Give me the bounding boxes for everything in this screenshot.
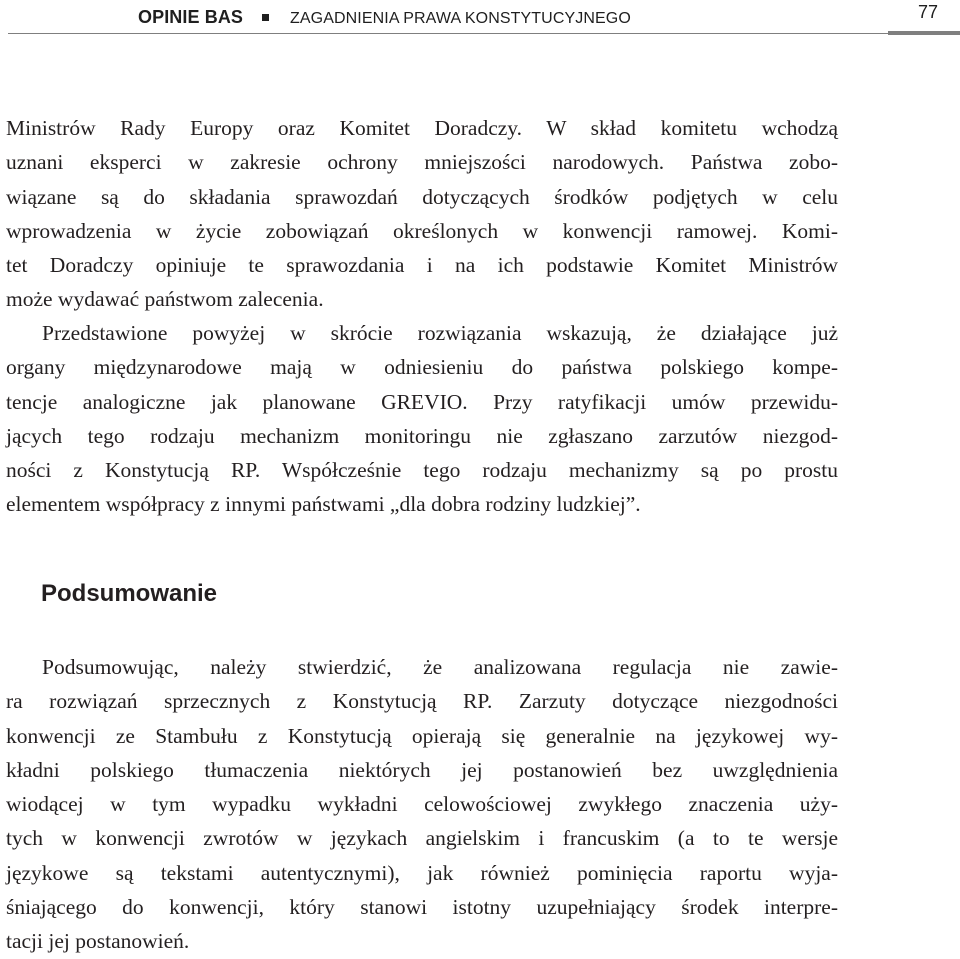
page-number: 77 (917, 2, 938, 22)
text-line: jących tego rodzaju mechanizm monitoringu nie zgłaszano zarzutów niezgod- (6, 423, 838, 448)
running-header (0, 0, 960, 40)
text-line: ności z Konstytucją RP. Współcześnie tego rodzaju mechanizmy są po prostu (6, 458, 838, 483)
text-line: ra rozwiązań sprzecznych z Konstytucją RP. Zarzuty dotyczące niezgodności (6, 689, 838, 714)
text-line: wprowadzenia w życie zobowiązań określonych w konwencji ramowej. Komi- (6, 218, 838, 243)
running-header-titles (138, 7, 631, 28)
paragraph-continued (6, 111, 838, 317)
text-line: Ministrów Rady Europy oraz Komitet Doradczy. W skład komitetu wchodzą (6, 116, 838, 140)
text-line: tych w konwencji zwrotów w językach angielskim i francuskim (a to te wersje (6, 826, 838, 851)
text-line: uznani eksperci w zakresie ochrony mniejszości narodowych. Państwa zobo- (6, 150, 838, 175)
paragraph-grevio (6, 316, 838, 522)
text-line: organy międzynarodowe mają w odniesieniu do państwa polskiego kompe- (6, 355, 838, 380)
text-line: kładni polskiego tłumaczenia niektórych jej postanowień bez uwzględnienia (6, 757, 838, 782)
series-subtitle: ZAGADNIENIA PRAWA KONSTYTUCYJNEGO (290, 10, 631, 27)
text-line: tencje analogiczne jak planowane GREVIO. Przy ratyfikacji umów przewidu- (6, 389, 838, 414)
text-line: konwencji ze Stambułu z Konstytucją opierają się generalnie na językowej wy- (6, 723, 838, 748)
header-rule (8, 33, 888, 34)
square-bullet-icon (262, 14, 269, 21)
section-heading: Podsumowanie (41, 580, 218, 607)
text-line: śniającego do konwencji, który stanowi istotny uzupełniający środek interpre- (6, 895, 838, 920)
journal-title: OPINIE BAS (138, 7, 244, 27)
text-line: wiązane są do składania sprawozdań dotyczących środków podjętych w celu (6, 184, 838, 209)
text-line: tet Doradczy opiniuje te sprawozdania i na ich podstawie Komitet Ministrów (6, 253, 838, 278)
header-rule-accent (888, 31, 960, 35)
text-line: może wydawać państwom zalecenia. (6, 287, 324, 312)
text-line: Podsumowując, należy stwierdzić, że analizowana regulacja nie zawie- (42, 655, 838, 679)
text-line: wiodącej w tym wypadku wykładni celowościowej zwykłego znaczenia uży- (6, 792, 838, 817)
paragraph-summary (6, 650, 838, 959)
text-line: językowe są tekstami autentycznymi), jak również pominięcia raportu wyja- (6, 860, 838, 885)
text-line: tacji jej postanowień. (6, 929, 190, 954)
text-line: elementem współpracy z innymi państwami „dla dobra rodziny ludzkiej”. (6, 492, 641, 517)
text-line: Przedstawione powyżej w skrócie rozwiązania wskazują, że działające już (42, 321, 838, 345)
